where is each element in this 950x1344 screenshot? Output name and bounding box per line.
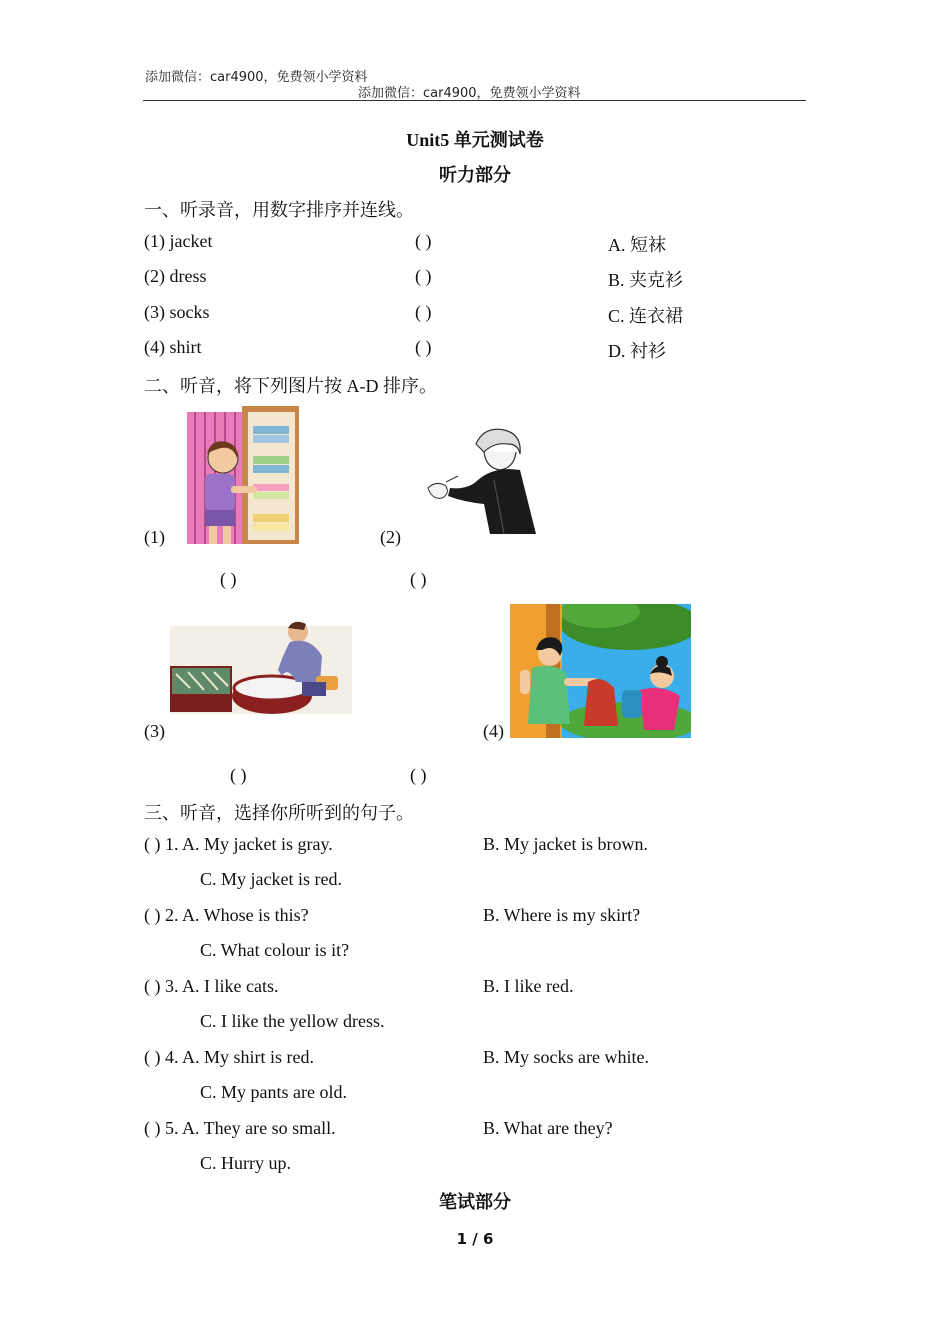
- match-word-4: (4) shirt: [144, 337, 202, 357]
- match-option-b: B. 夹克衫: [608, 270, 684, 290]
- question-3-option-a: ( ) 3. A. I like cats.: [144, 976, 279, 996]
- picture-blank-1: ( ): [220, 569, 237, 589]
- question-4-option-a: ( ) 4. A. My shirt is red.: [144, 1047, 314, 1067]
- question-5-option-b: B. What are they?: [483, 1118, 613, 1138]
- picture-1-wardrobe: [187, 406, 299, 544]
- question-1-option-b: B. My jacket is brown.: [483, 834, 648, 854]
- question-2-option-a: ( ) 2. A. Whose is this?: [144, 905, 309, 925]
- picture-4-mother-and-child: [510, 604, 691, 738]
- match-word-1: (1) jacket: [144, 231, 213, 251]
- match-option-d: D. 衬衫: [608, 341, 666, 361]
- question-3-option-c: C. I like the yellow dress.: [200, 1011, 385, 1031]
- page-number: 1 / 6: [456, 1230, 494, 1248]
- writing-section-title: 笔试部分: [439, 1192, 511, 1212]
- match-blank-3: ( ): [415, 302, 432, 322]
- match-word-3: (3) socks: [144, 302, 210, 322]
- picture-3-washing-clothes: [170, 596, 352, 738]
- picture-blank-3: ( ): [230, 765, 247, 785]
- picture-blank-2: ( ): [410, 569, 427, 589]
- section2-heading: 二、听音，将下列图片按 A-D 排序。: [144, 376, 437, 396]
- section1-heading: 一、听录音，用数字排序并连线。: [144, 200, 414, 220]
- picture-label-3: (3): [144, 721, 165, 741]
- match-blank-1: ( ): [415, 231, 432, 251]
- question-2-option-c: C. What colour is it?: [200, 940, 350, 960]
- question-2-option-b: B. Where is my skirt?: [483, 905, 641, 925]
- header-rule: [143, 100, 806, 101]
- picture-label-1: (1): [144, 527, 165, 547]
- page-title: Unit5 单元测试卷: [406, 130, 544, 150]
- picture-label-2: (2): [380, 527, 401, 547]
- match-option-c: C. 连衣裙: [608, 306, 684, 326]
- question-1-option-c: C. My jacket is red.: [200, 869, 342, 889]
- question-1-option-a: ( ) 1. A. My jacket is gray.: [144, 834, 333, 854]
- match-blank-2: ( ): [415, 266, 432, 286]
- question-5-option-a: ( ) 5. A. They are so small.: [144, 1118, 336, 1138]
- picture-2-jacket-boy: [424, 424, 540, 536]
- question-3-option-b: B. I like red.: [483, 976, 574, 996]
- match-option-a: A. 短袜: [608, 235, 666, 255]
- question-4-option-c: C. My pants are old.: [200, 1082, 347, 1102]
- picture-blank-4: ( ): [410, 765, 427, 785]
- section3-heading: 三、听音，选择你所听到的句子。: [144, 803, 414, 823]
- picture-label-4: (4): [483, 721, 504, 741]
- match-word-2: (2) dress: [144, 266, 207, 286]
- question-4-option-b: B. My socks are white.: [483, 1047, 649, 1067]
- question-5-option-c: C. Hurry up.: [200, 1153, 291, 1173]
- header-watermark-2: 添加微信：car4900，免费领小学资料: [358, 86, 581, 101]
- match-blank-4: ( ): [415, 337, 432, 357]
- listening-section-title: 听力部分: [439, 165, 511, 185]
- header-watermark-1: 添加微信：car4900，免费领小学资料: [145, 70, 368, 85]
